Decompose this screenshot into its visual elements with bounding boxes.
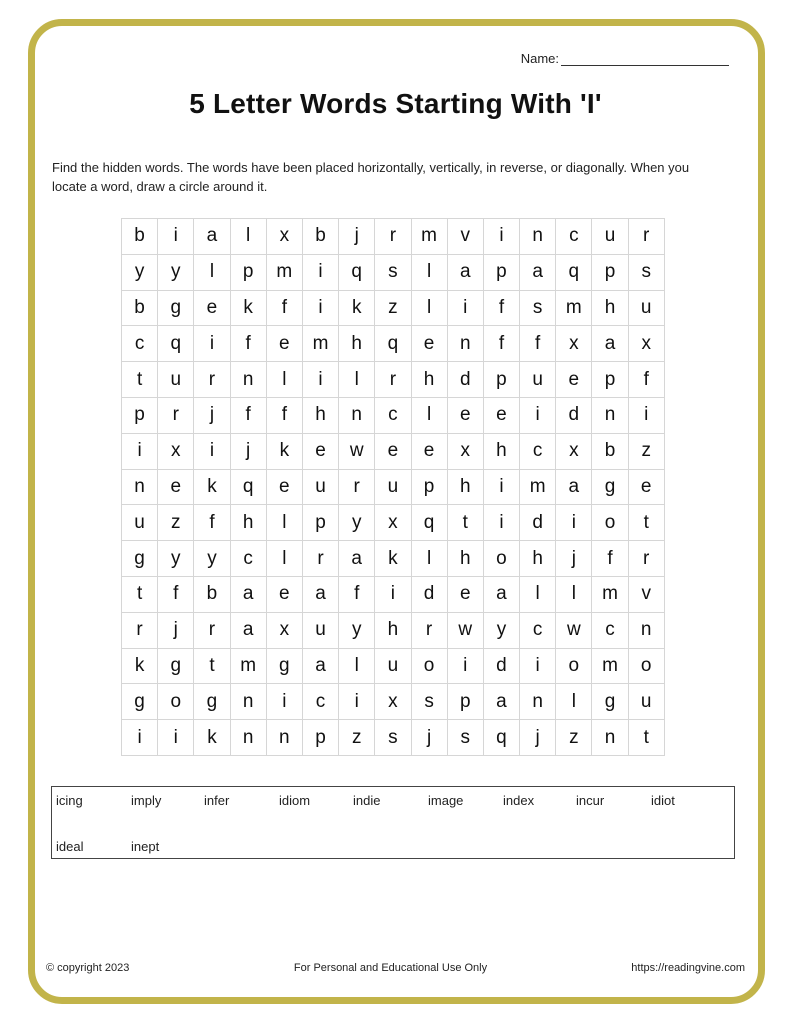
grid-cell[interactable]: i — [122, 434, 158, 470]
grid-cell[interactable]: l — [412, 255, 448, 291]
word-bank-item: icing — [56, 793, 83, 808]
grid-cell[interactable]: c — [556, 219, 592, 255]
grid-cell[interactable]: i — [158, 219, 194, 255]
grid-cell[interactable]: c — [520, 434, 556, 470]
grid-cell[interactable]: o — [484, 541, 520, 577]
grid-cell[interactable]: a — [448, 255, 484, 291]
grid-cell[interactable]: a — [592, 326, 628, 362]
instructions-text: Find the hidden words. The words have been placed horizontally, vertically, in reverse, or diagonally. When you locate a word, draw a circle around it. — [52, 160, 690, 194]
grid-cell[interactable]: r — [194, 362, 230, 398]
grid-cell[interactable]: y — [122, 255, 158, 291]
grid-cell[interactable]: e — [158, 470, 194, 506]
name-label: Name: — [520, 51, 559, 66]
grid-cell[interactable]: h — [448, 541, 484, 577]
grid-cell[interactable]: l — [267, 505, 303, 541]
grid-cell[interactable]: n — [339, 398, 375, 434]
grid-cell[interactable]: s — [520, 291, 556, 327]
grid-cell[interactable]: r — [339, 470, 375, 506]
grid-cell[interactable]: c — [303, 684, 339, 720]
grid-cell[interactable]: i — [448, 291, 484, 327]
grid-cell[interactable]: l — [412, 398, 448, 434]
grid-cell[interactable]: i — [194, 434, 230, 470]
grid-cell[interactable]: h — [484, 434, 520, 470]
grid-cell[interactable]: p — [448, 684, 484, 720]
grid-cell[interactable]: i — [484, 470, 520, 506]
grid-cell[interactable]: i — [267, 684, 303, 720]
word-bank-item: index — [503, 793, 535, 808]
grid-cell[interactable]: n — [122, 470, 158, 506]
grid-cell[interactable]: n — [629, 613, 665, 649]
grid-cell[interactable]: w — [556, 613, 592, 649]
grid-cell[interactable]: f — [267, 398, 303, 434]
grid-cell[interactable]: r — [629, 541, 665, 577]
grid-cell[interactable]: k — [339, 291, 375, 327]
grid-cell[interactable]: z — [556, 720, 592, 756]
grid-cell[interactable]: q — [556, 255, 592, 291]
grid-cell[interactable]: i — [122, 720, 158, 756]
grid-cell[interactable]: u — [303, 613, 339, 649]
word-bank — [51, 786, 735, 859]
grid-cell[interactable]: f — [520, 326, 556, 362]
grid-cell[interactable]: e — [375, 434, 411, 470]
grid-cell[interactable]: a — [484, 684, 520, 720]
grid-cell[interactable]: p — [303, 720, 339, 756]
grid-cell[interactable]: a — [484, 577, 520, 613]
grid-cell[interactable]: x — [629, 326, 665, 362]
grid-cell[interactable]: n — [520, 684, 556, 720]
grid-cell[interactable]: j — [158, 613, 194, 649]
grid-cell[interactable]: j — [231, 434, 267, 470]
grid-cell[interactable]: l — [556, 684, 592, 720]
grid-cell[interactable]: h — [339, 326, 375, 362]
grid-cell[interactable]: j — [194, 398, 230, 434]
worksheet-title: 5 Letter Words Starting With 'I' — [189, 88, 602, 119]
word-bank-item: idiom — [279, 793, 311, 808]
grid-cell[interactable]: m — [592, 577, 628, 613]
grid-cell[interactable]: x — [375, 684, 411, 720]
grid-cell[interactable]: e — [194, 291, 230, 327]
grid-cell[interactable]: g — [158, 649, 194, 685]
word-search-grid — [121, 218, 665, 756]
grid-cell[interactable]: s — [629, 255, 665, 291]
grid-cell[interactable]: m — [231, 649, 267, 685]
grid-cell[interactable]: j — [339, 219, 375, 255]
word-bank-item: imply — [131, 793, 162, 808]
grid-cell[interactable]: u — [375, 649, 411, 685]
footer-url[interactable]: https://readingvine.com — [631, 962, 745, 974]
grid-cell[interactable]: f — [484, 291, 520, 327]
grid-cell[interactable]: i — [448, 649, 484, 685]
grid-cell[interactable]: b — [303, 219, 339, 255]
grid-cell[interactable]: p — [231, 255, 267, 291]
grid-cell[interactable]: y — [484, 613, 520, 649]
grid-cell[interactable]: c — [122, 326, 158, 362]
word-bank-item: image — [428, 793, 464, 808]
grid-cell[interactable]: y — [158, 255, 194, 291]
grid-cell[interactable]: r — [122, 613, 158, 649]
grid-cell[interactable]: v — [448, 219, 484, 255]
grid-cell[interactable]: a — [556, 470, 592, 506]
grid-cell[interactable]: h — [375, 613, 411, 649]
grid-cell[interactable]: w — [339, 434, 375, 470]
grid-cell[interactable]: v — [629, 577, 665, 613]
grid-cell[interactable]: f — [194, 505, 230, 541]
grid-cell[interactable]: d — [412, 577, 448, 613]
grid-cell[interactable]: j — [556, 541, 592, 577]
grid-cell[interactable]: l — [556, 577, 592, 613]
grid-cell[interactable]: t — [122, 577, 158, 613]
grid-cell[interactable]: f — [267, 291, 303, 327]
grid-cell[interactable]: j — [412, 720, 448, 756]
grid-cell[interactable]: s — [375, 255, 411, 291]
grid-cell[interactable]: i — [484, 505, 520, 541]
grid-cell[interactable]: u — [629, 291, 665, 327]
grid-cell[interactable]: p — [484, 362, 520, 398]
grid-cell[interactable]: i — [556, 505, 592, 541]
grid-cell[interactable]: u — [158, 362, 194, 398]
word-bank-item: indie — [353, 793, 381, 808]
grid-cell[interactable]: l — [194, 255, 230, 291]
grid-cell[interactable]: n — [231, 684, 267, 720]
grid-cell[interactable]: x — [375, 505, 411, 541]
grid-cell[interactable]: i — [339, 684, 375, 720]
grid-cell[interactable]: i — [303, 291, 339, 327]
grid-cell[interactable]: p — [412, 470, 448, 506]
grid-cell[interactable]: e — [448, 577, 484, 613]
grid-cell[interactable]: n — [592, 398, 628, 434]
grid-cell[interactable]: r — [375, 219, 411, 255]
grid-cell[interactable]: x — [556, 434, 592, 470]
grid-cell[interactable]: l — [412, 541, 448, 577]
grid-cell[interactable]: m — [267, 255, 303, 291]
grid-cell[interactable]: a — [520, 255, 556, 291]
grid-cell[interactable]: q — [231, 470, 267, 506]
grid-cell[interactable]: f — [231, 398, 267, 434]
grid-cell[interactable]: i — [194, 326, 230, 362]
grid-cell[interactable]: k — [194, 470, 230, 506]
grid-cell[interactable]: i — [484, 219, 520, 255]
grid-cell[interactable]: n — [448, 326, 484, 362]
grid-cell[interactable]: i — [520, 398, 556, 434]
grid-cell[interactable]: h — [592, 291, 628, 327]
footer-copyright: © copyright 2023 — [46, 962, 130, 974]
grid-cell[interactable]: k — [267, 434, 303, 470]
grid-cell[interactable]: i — [375, 577, 411, 613]
grid-cell[interactable]: p — [122, 398, 158, 434]
grid-cell[interactable]: s — [412, 684, 448, 720]
grid-cell[interactable]: o — [556, 649, 592, 685]
grid-cell[interactable]: q — [375, 326, 411, 362]
grid-cell[interactable]: t — [122, 362, 158, 398]
word-bank-item: incur — [576, 793, 605, 808]
grid-cell[interactable]: i — [303, 255, 339, 291]
grid-cell[interactable]: n — [267, 720, 303, 756]
grid-cell[interactable]: b — [592, 434, 628, 470]
grid-cell[interactable]: t — [448, 505, 484, 541]
grid-cell[interactable]: e — [267, 577, 303, 613]
grid-cell[interactable]: r — [375, 362, 411, 398]
grid-cell[interactable]: k — [122, 649, 158, 685]
grid-cell[interactable]: a — [231, 577, 267, 613]
grid-cell[interactable]: f — [339, 577, 375, 613]
grid-cell[interactable]: g — [158, 291, 194, 327]
grid-cell[interactable]: r — [194, 613, 230, 649]
grid-cell[interactable]: i — [520, 649, 556, 685]
grid-cell[interactable]: m — [303, 326, 339, 362]
grid-cell[interactable]: e — [484, 398, 520, 434]
grid-cell[interactable]: x — [267, 613, 303, 649]
grid-cell[interactable]: b — [122, 219, 158, 255]
grid-cell[interactable]: q — [158, 326, 194, 362]
grid-cell[interactable]: w — [448, 613, 484, 649]
grid-cell[interactable]: q — [484, 720, 520, 756]
grid-cell[interactable]: i — [303, 362, 339, 398]
grid-cell[interactable]: r — [158, 398, 194, 434]
grid-cell[interactable]: g — [267, 649, 303, 685]
grid-cell[interactable]: l — [339, 649, 375, 685]
name-blank-line[interactable] — [561, 51, 729, 66]
grid-cell[interactable]: e — [267, 326, 303, 362]
grid-cell[interactable]: f — [629, 362, 665, 398]
grid-cell[interactable]: e — [267, 470, 303, 506]
grid-cell[interactable]: c — [375, 398, 411, 434]
grid-cell[interactable]: r — [412, 613, 448, 649]
grid-cell[interactable]: e — [412, 326, 448, 362]
grid-cell[interactable]: m — [412, 219, 448, 255]
grid-cell[interactable]: a — [303, 577, 339, 613]
grid-cell[interactable]: b — [194, 577, 230, 613]
grid-cell[interactable]: g — [592, 470, 628, 506]
grid-cell[interactable]: d — [484, 649, 520, 685]
grid-cell[interactable]: z — [339, 720, 375, 756]
grid-cell[interactable]: g — [592, 684, 628, 720]
grid-cell[interactable]: o — [158, 684, 194, 720]
grid-cell[interactable]: x — [267, 219, 303, 255]
grid-cell[interactable]: l — [339, 362, 375, 398]
grid-cell[interactable]: z — [158, 505, 194, 541]
grid-cell[interactable]: h — [231, 505, 267, 541]
grid-cell[interactable]: o — [412, 649, 448, 685]
grid-cell[interactable]: h — [303, 398, 339, 434]
grid-cell[interactable]: u — [520, 362, 556, 398]
grid-cell[interactable]: c — [231, 541, 267, 577]
grid-cell[interactable]: k — [231, 291, 267, 327]
grid-cell[interactable]: o — [592, 505, 628, 541]
grid-cell[interactable]: n — [231, 362, 267, 398]
grid-cell[interactable]: x — [448, 434, 484, 470]
grid-cell[interactable]: y — [339, 613, 375, 649]
grid-cell[interactable]: j — [520, 720, 556, 756]
grid-cell[interactable]: f — [484, 326, 520, 362]
grid-cell[interactable]: r — [303, 541, 339, 577]
grid-cell[interactable]: d — [556, 398, 592, 434]
grid-cell[interactable]: z — [375, 291, 411, 327]
grid-cell[interactable]: b — [122, 291, 158, 327]
grid-cell[interactable]: u — [629, 684, 665, 720]
grid-cell[interactable]: n — [231, 720, 267, 756]
grid-cell[interactable]: u — [592, 219, 628, 255]
grid-cell[interactable]: l — [520, 577, 556, 613]
grid-cell[interactable]: q — [339, 255, 375, 291]
grid-cell[interactable]: t — [629, 720, 665, 756]
grid-cell[interactable]: l — [267, 362, 303, 398]
grid-cell[interactable]: k — [194, 720, 230, 756]
grid-cell[interactable]: g — [194, 684, 230, 720]
grid-cell[interactable]: e — [448, 398, 484, 434]
grid-cell[interactable]: m — [520, 470, 556, 506]
grid-cell[interactable]: e — [556, 362, 592, 398]
grid-cell[interactable]: u — [303, 470, 339, 506]
grid-cell[interactable]: q — [412, 505, 448, 541]
grid-cell[interactable]: z — [629, 434, 665, 470]
grid-cell[interactable]: e — [412, 434, 448, 470]
grid-cell[interactable]: g — [122, 684, 158, 720]
grid-cell[interactable]: f — [592, 541, 628, 577]
grid-cell[interactable]: l — [231, 219, 267, 255]
grid-cell[interactable]: o — [629, 649, 665, 685]
grid-cell[interactable]: x — [158, 434, 194, 470]
grid-cell[interactable]: r — [629, 219, 665, 255]
grid-cell[interactable]: p — [484, 255, 520, 291]
grid-cell[interactable]: n — [520, 219, 556, 255]
grid-cell[interactable]: e — [629, 470, 665, 506]
name-field — [521, 51, 729, 66]
grid-cell[interactable]: a — [194, 219, 230, 255]
grid-cell[interactable]: l — [267, 541, 303, 577]
grid-cell[interactable]: p — [592, 255, 628, 291]
grid-cell[interactable]: i — [629, 398, 665, 434]
grid-cell[interactable]: s — [375, 720, 411, 756]
grid-cell[interactable]: g — [122, 541, 158, 577]
grid-cell[interactable]: t — [194, 649, 230, 685]
grid-cell[interactable]: k — [375, 541, 411, 577]
word-bank-item: infer — [204, 793, 230, 808]
grid-cell[interactable]: y — [158, 541, 194, 577]
word-bank-item: idiot — [651, 793, 675, 808]
grid-cell[interactable]: a — [339, 541, 375, 577]
grid-cell[interactable]: d — [448, 362, 484, 398]
grid-cell[interactable]: m — [556, 291, 592, 327]
grid-cell[interactable]: t — [629, 505, 665, 541]
grid-cell[interactable]: y — [339, 505, 375, 541]
grid-cell[interactable]: c — [592, 613, 628, 649]
grid-cell[interactable]: u — [375, 470, 411, 506]
grid-cell[interactable]: n — [592, 720, 628, 756]
grid-cell[interactable]: f — [158, 577, 194, 613]
grid-cell[interactable]: h — [412, 362, 448, 398]
word-bank-item: inept — [131, 839, 160, 854]
grid-cell[interactable]: l — [412, 291, 448, 327]
grid-cell[interactable]: p — [592, 362, 628, 398]
grid-cell[interactable]: u — [122, 505, 158, 541]
word-bank-item: ideal — [56, 839, 84, 854]
grid-cell[interactable]: a — [231, 613, 267, 649]
grid-cell[interactable]: m — [592, 649, 628, 685]
grid-cell[interactable]: x — [556, 326, 592, 362]
grid-cell[interactable]: s — [448, 720, 484, 756]
grid-cell[interactable]: h — [520, 541, 556, 577]
footer-usage: For Personal and Educational Use Only — [293, 962, 488, 974]
grid-cell[interactable]: c — [520, 613, 556, 649]
grid-cell[interactable]: d — [520, 505, 556, 541]
grid-cell[interactable]: f — [231, 326, 267, 362]
grid-cell[interactable]: p — [303, 505, 339, 541]
grid-cell[interactable]: y — [194, 541, 230, 577]
grid-cell[interactable]: h — [448, 470, 484, 506]
grid-cell[interactable]: i — [158, 720, 194, 756]
grid-cell[interactable]: e — [303, 434, 339, 470]
grid-cell[interactable]: a — [303, 649, 339, 685]
